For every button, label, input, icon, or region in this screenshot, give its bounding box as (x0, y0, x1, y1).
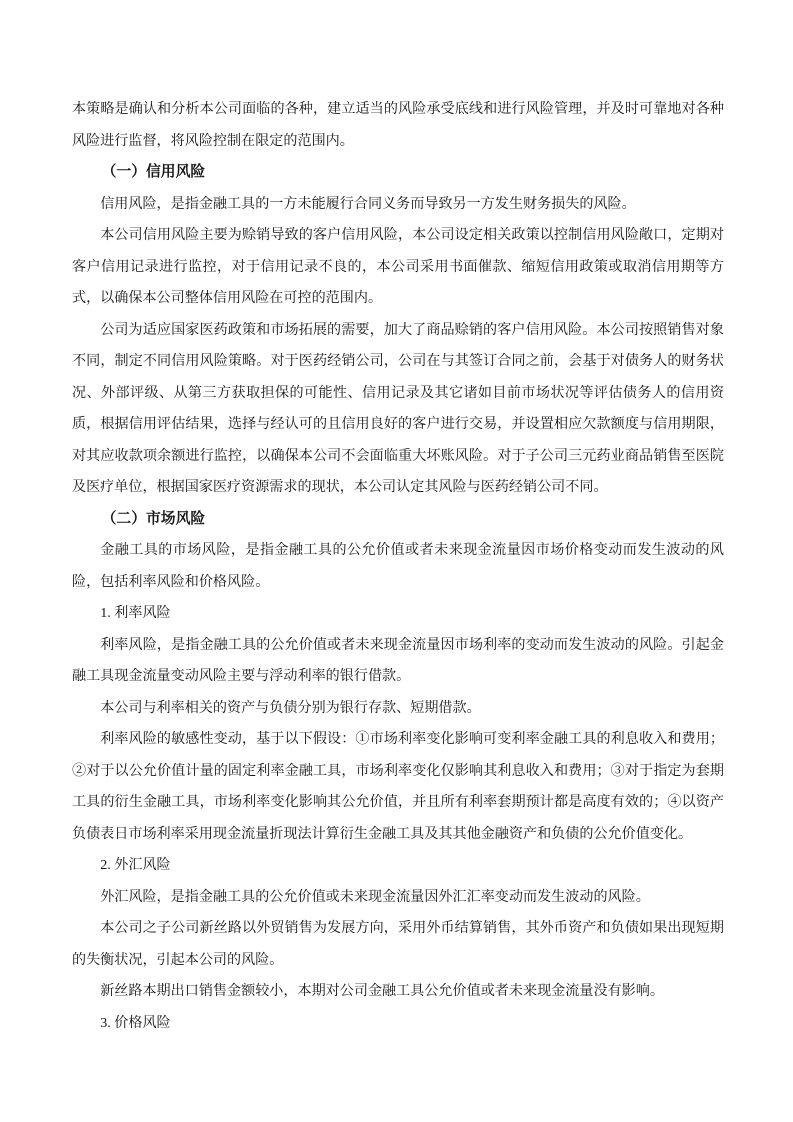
paragraph-interest-rate-definition: 利率风险，是指金融工具的公允价值或者未来现金流量因市场利率的变动而发生波动的风险。引起金融工具现金流量变动风险主要与浮动利率的银行借款。 (72, 636, 724, 684)
paragraph-interest-rate-sensitivity: 利率风险的敏感性变动，基于以下假设：①市场利率变化影响可变利率金融工具的利息收入和费用；②对于以公允价值计量的固定利率金融工具，市场利率变化仅影响其利息收入和费用；③对于指定为套期工具的衍生金融工具，市场利率变化影响其公允价值，并且所有利率套期预计都是高度有效的；④以资产负债表日市场利率采用现金流量折现法计算衍生金融工具及其其他金融资产和负债的公允价值变化。 (72, 731, 724, 842)
section-heading-credit-risk: （一）信用风险 (101, 164, 206, 180)
paragraph-fx-risk-definition: 外汇风险，是指金融工具的公允价值或未来现金流量因外汇汇率变动而发生波动的风险。 (100, 888, 650, 905)
paragraph-fx-impact: 新丝路本期出口销售金额较小，本期对公司金融工具公允价值或者未来现金流量没有影响。 (100, 983, 664, 999)
paragraph-credit-risk-customers: 公司为适应国家医药政策和市场拓展的需要，加大了商品赊销的客户信用风险。本公司按照销售对象不同，制定不同信用风险策略。对于医药经销公司，公司在与其签订合同之前，会基于对债务人的财务状况、外部评级、从第三方获取担保的可能性、信用记录及其它诸如目前市场状况等评估债务人的信用资质，根据信用评估结果，选择与经认可的且信用良好的客户进行交易，并设置相应欠款额度与信用期限，对其应收款项余额进行监控，以确保本公司不会面临重大坏账风险。对于子公司三元药业商品销售至医院及医疗单位，根据国家医疗资源需求的现状，本公司认定其风险与医药经销公司不同。 (72, 321, 724, 495)
section-heading-market-risk: （二）市场风险 (101, 510, 206, 527)
document-text-body (72, 94, 724, 1039)
paragraph-credit-risk-policy: 本公司信用风险主要为赊销导致的客户信用风险，本公司设定相关政策以控制信用风险敞口，定期对客户信用记录进行监控，对于信用记录不良的，本公司采用书面催款、缩短信用政策或取消信用期等方式，以确保本公司整体信用风险在可控的范围内。 (72, 227, 724, 306)
paragraph-fx-subsidiary: 本公司之子公司新丝路以外贸销售为发展方向，采用外币结算销售，其外币资产和负债如果出现短期的失衡状况，引起本公司的风险。 (72, 920, 724, 968)
subheading-price-risk: 3. 价格风险 (100, 1014, 171, 1031)
paragraph-risk-strategy: 本策略是确认和分析本公司面临的各种，建立适当的风险承受底线和进行风险管理，并及时可靠地对各种风险进行监督，将风险控制在限定的范围内。 (72, 101, 724, 149)
paragraph-market-risk-definition: 金融工具的市场风险，是指金融工具的公允价值或者未来现金流量因市场价格变动而发生波动的风险，包括利率风险和价格风险。 (72, 542, 724, 590)
subheading-interest-rate-risk: 1. 利率风险 (100, 605, 171, 621)
paragraph-credit-risk-definition: 信用风险，是指金融工具的一方未能履行合同义务而导致另一方发生财务损失的风险。 (100, 195, 636, 212)
subheading-foreign-exchange-risk: 2. 外汇风险 (100, 857, 171, 873)
paragraph-interest-rate-assets: 本公司与利率相关的资产与负债分别为银行存款、短期借款。 (100, 699, 481, 716)
